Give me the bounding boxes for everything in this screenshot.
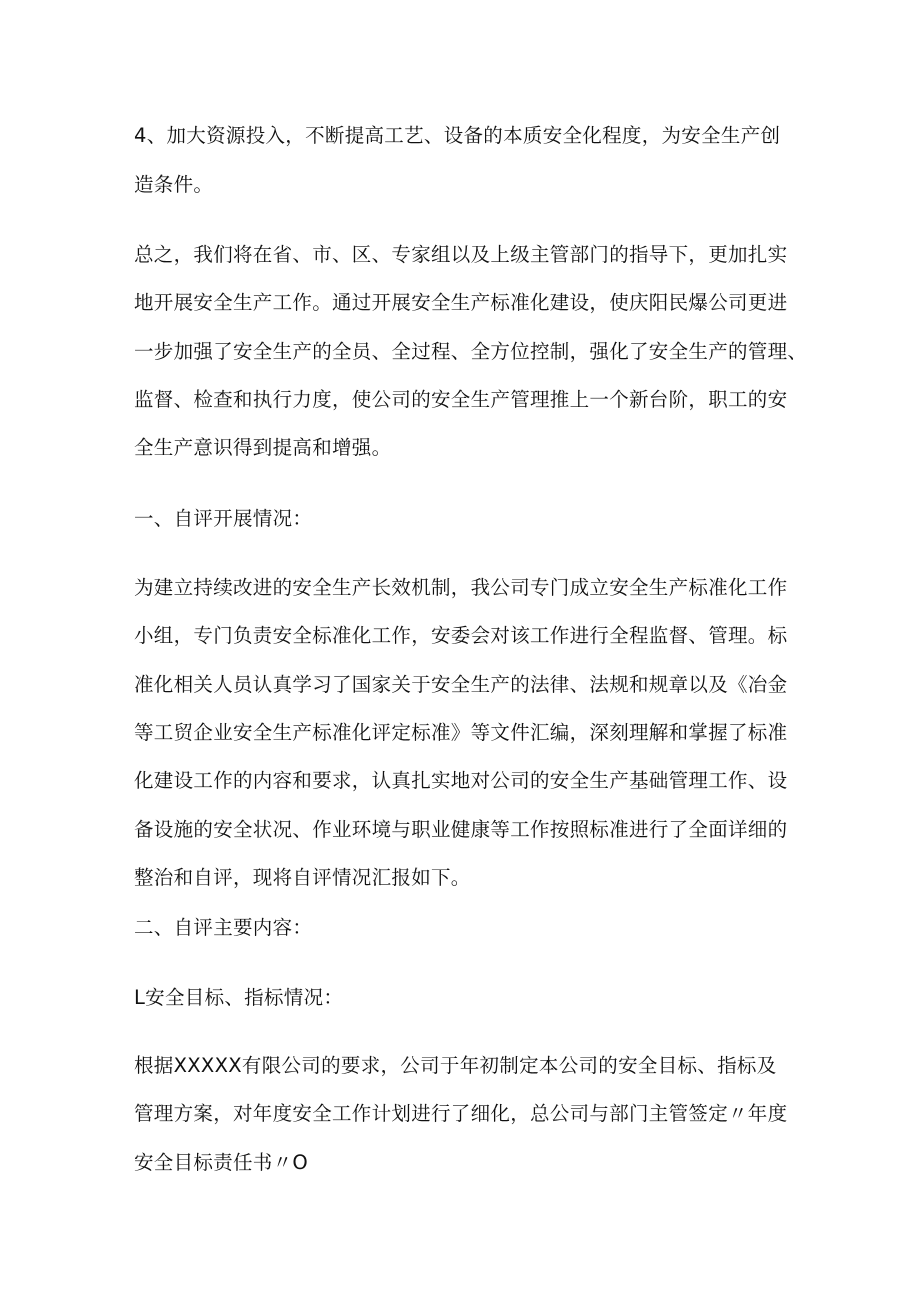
section-heading: 二、自评主要内容：	[134, 916, 313, 939]
paragraph-line: 总之，我们将在省、市、区、专家组以及上级主管部门的指导下，更加扎实	[134, 243, 788, 266]
paragraph-line: 为建立持续改进的安全生产长效机制，我公司专门成立安全生产标准化工作	[134, 576, 788, 599]
paragraph-line: 一步加强了安全生产的全员、全过程、全方位控制，强化了安全生产的管理、	[134, 340, 808, 363]
paragraph-line: 等工贸企业安全生产标准化评定标准》等文件汇编，深刻理解和掌握了标准	[134, 721, 788, 744]
paragraph-line: 地开展安全生产工作。通过开展安全生产标准化建设，使庆阳民爆公司更进	[134, 291, 788, 314]
paragraph-line: 安全目标责任书〃O	[134, 1151, 309, 1174]
paragraph-line: 小组，专门负责安全标准化工作，安委会对该工作进行全程监督、管理。标	[134, 624, 788, 647]
section-heading: 一、自评开展情况：	[134, 507, 313, 530]
paragraph-line: 准化相关人员认真学习了国家关于安全生产的法律、法规和规章以及《冶金	[134, 673, 788, 696]
paragraph-line: 造条件。	[134, 173, 214, 196]
paragraph-line: 化建设工作的内容和要求，认真扎实地对公司的安全生产基础管理工作、设	[134, 769, 788, 792]
paragraph-line: 根据XXXXX有限公司的要求，公司于年初制定本公司的安全目标、指标及	[134, 1054, 777, 1077]
paragraph-line: 监督、检查和执行力度，使公司的安全生产管理推上一个新台阶，职工的安	[134, 388, 788, 411]
paragraph-line: 管理方案，对年度安全工作计划进行了细化，总公司与部门主管签定〃年度	[134, 1102, 788, 1125]
paragraph-line: 备设施的安全状况、作业环境与职业健康等工作按照标准进行了全面详细的	[134, 818, 788, 841]
paragraph-line: 全生产意识得到提高和增强。	[134, 436, 392, 459]
subsection-heading: L安全目标、指标情况：	[134, 986, 344, 1009]
paragraph-line: 4、加大资源投入，不断提高工艺、设备的本质安全化程度，为安全生产创	[134, 124, 781, 147]
paragraph-line: 整治和自评，现将自评情况汇报如下。	[134, 866, 471, 889]
